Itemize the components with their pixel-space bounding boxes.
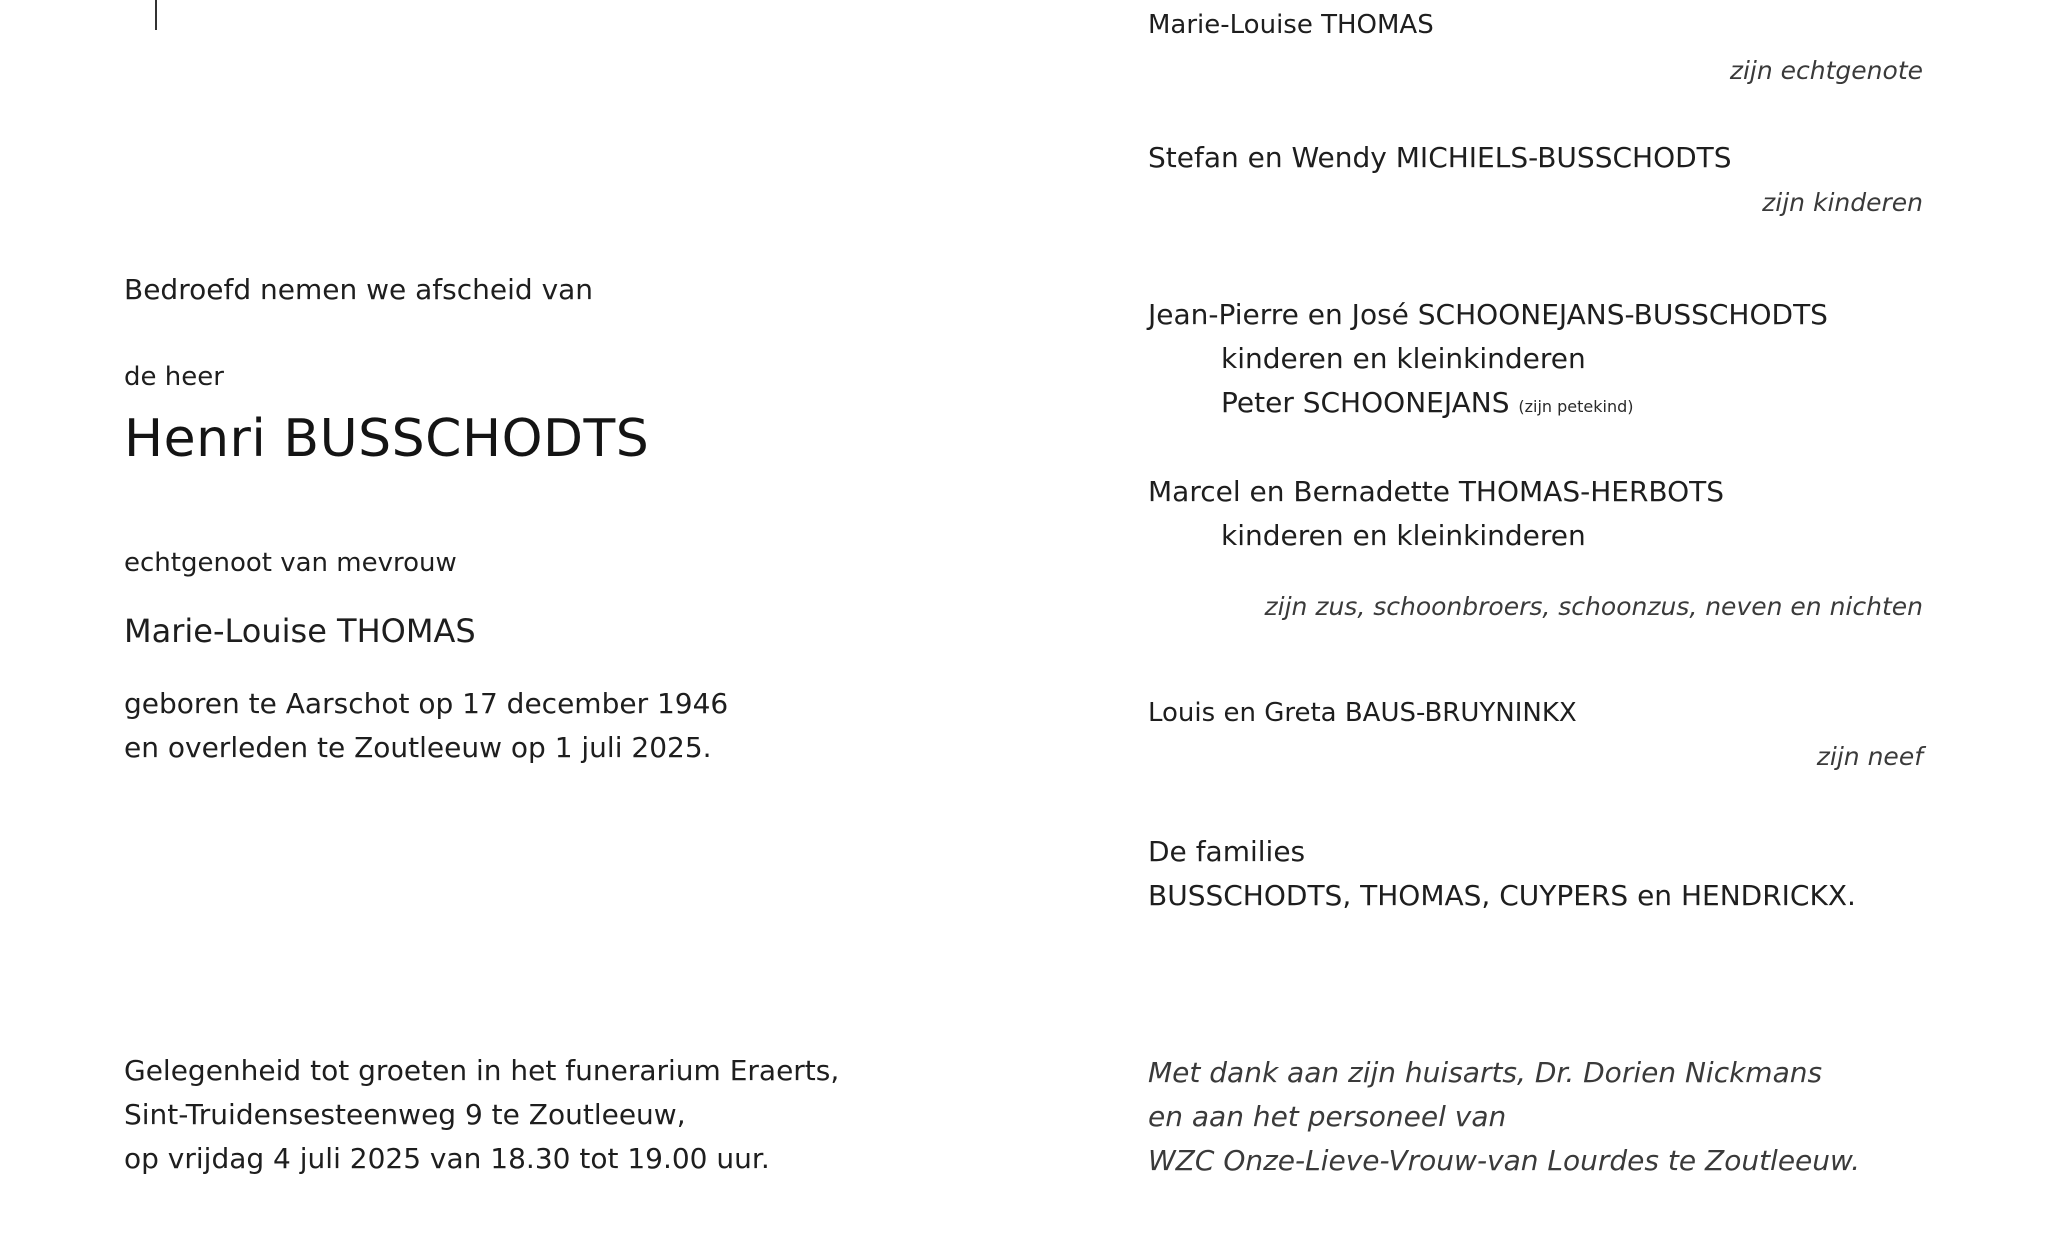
thanks-line-2: en aan het personeel van bbox=[1148, 1100, 1507, 1133]
deceased-name: Henri BUSSCHODTS bbox=[124, 409, 650, 469]
godchild-name: Peter SCHOONEJANS bbox=[1221, 386, 1510, 419]
mourner-sibling-1-sub-1: kinderen en kleinkinderen bbox=[1221, 342, 1586, 375]
mourner-nephew: Louis en Greta BAUS-BRUYNINKX bbox=[1148, 698, 1577, 728]
spouse-intro: echtgenoot van mevrouw bbox=[124, 548, 457, 578]
godchild-note: (zijn petekind) bbox=[1518, 397, 1634, 416]
families-list: BUSSCHODTS, THOMAS, CUYPERS en HENDRICKX. bbox=[1148, 879, 1856, 912]
mourner-siblings-role: zijn zus, schoonbroers, schoonzus, neven en nichten bbox=[1264, 592, 1923, 621]
spouse-name: Marie-Louise THOMAS bbox=[124, 612, 476, 650]
thanks-line-1: Met dank aan zijn huisarts, Dr. Dorien Nickmans bbox=[1148, 1056, 1823, 1089]
mourner-sibling-1: Jean-Pierre en José SCHOONEJANS-BUSSCHODTS bbox=[1148, 298, 1828, 331]
death-line: en overleden te Zoutleeuw op 1 juli 2025. bbox=[124, 731, 712, 764]
mourner-sibling-2: Marcel en Bernadette THOMAS-HERBOTS bbox=[1148, 475, 1725, 508]
mourner-nephew-role: zijn neef bbox=[1816, 742, 1923, 771]
mourner-children-role: zijn kinderen bbox=[1762, 188, 1923, 217]
mourner-children: Stefan en Wendy MICHIELS-BUSSCHODTS bbox=[1148, 141, 1732, 174]
title-prefix: de heer bbox=[124, 362, 224, 392]
intro-text: Bedroefd nemen we afscheid van bbox=[124, 273, 594, 306]
thanks-line-3: WZC Onze-Lieve-Vrouw-van Lourdes te Zoutleeuw. bbox=[1148, 1144, 1861, 1177]
mourner-sibling-1-sub-2 bbox=[1221, 385, 1634, 425]
birth-line: geboren te Aarschot op 17 december 1946 bbox=[124, 687, 729, 720]
mourner-sibling-2-sub-1: kinderen en kleinkinderen bbox=[1221, 519, 1586, 552]
visit-line-1: Gelegenheid tot groeten in het funerarium Eraerts, bbox=[124, 1054, 840, 1087]
top-divider-line bbox=[155, 0, 157, 30]
visit-line-2: Sint-Truidensesteenweg 9 te Zoutleeuw, bbox=[124, 1098, 686, 1131]
families-intro: De families bbox=[1148, 835, 1306, 868]
visit-line-3: op vrijdag 4 juli 2025 van 18.30 tot 19.00 uur. bbox=[124, 1142, 770, 1175]
mourner-spouse: Marie-Louise THOMAS bbox=[1148, 10, 1434, 40]
mourner-spouse-role: zijn echtgenote bbox=[1729, 56, 1923, 85]
